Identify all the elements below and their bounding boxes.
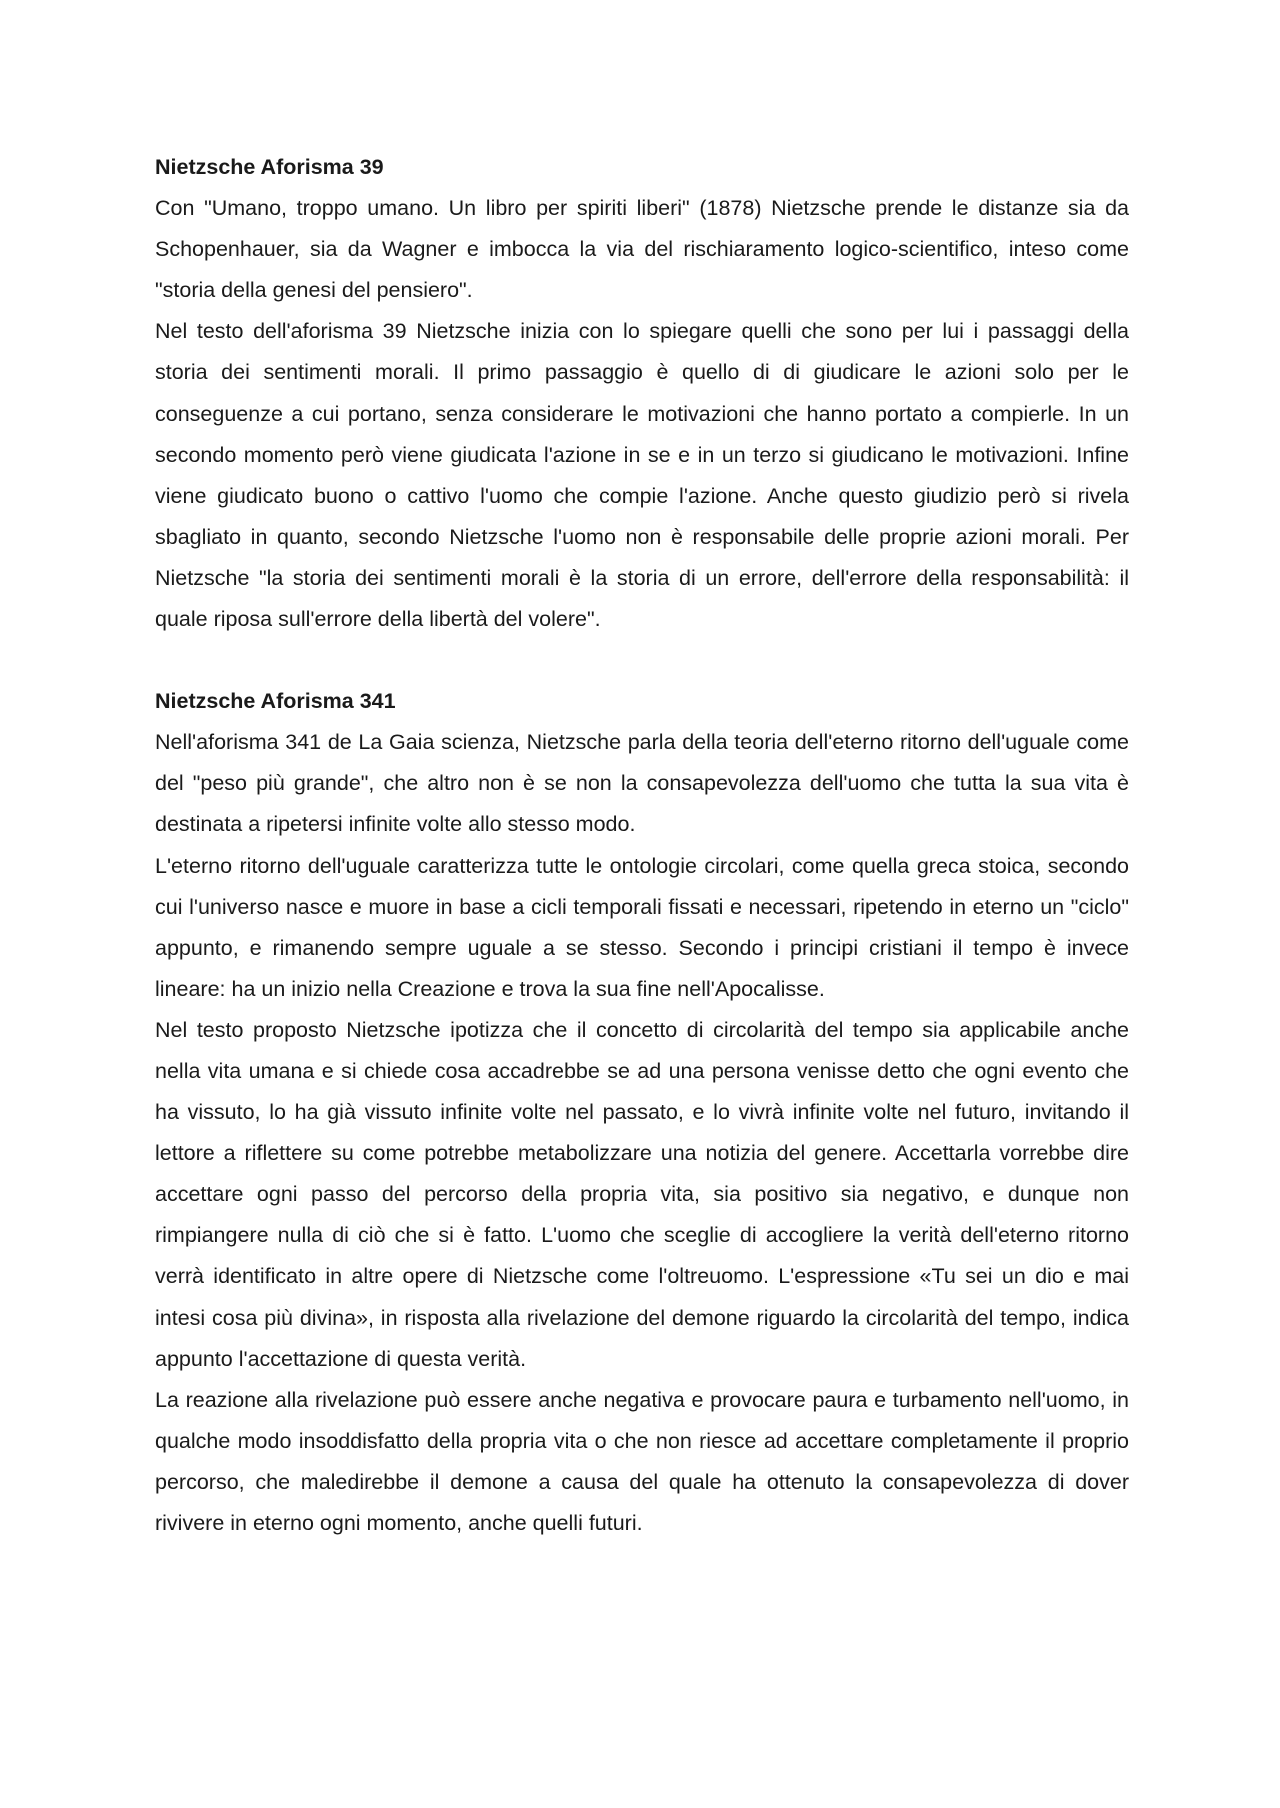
paragraph: L'eterno ritorno dell'uguale caratterizza tutte le ontologie circolari, come quella greca stoica, secondo cui l'universo nasce e muore in base a cicli temporali fissati e necessari, ripetendo in eterno un "ciclo" appunto, e rimanendo sempre uguale a se stesso. Secondo i principi cristiani il tempo è invece lineare: ha un inizio nella Creazione e trova la sua fine nell'Apocalisse. bbox=[155, 853, 1129, 1001]
paragraph: Nel testo proposto Nietzsche ipotizza che il concetto di circolarità del tempo sia applicabile anche nella vita umana e si chiede cosa accadrebbe se ad una persona venisse detto che ogni evento che ha vissuto, lo ha già vissuto infinite volte nel passato, e lo vivrà infinite volte nel futuro, invitando il lettore a riflettere su come potrebbe metabolizzare una notizia del genere. Accettarla vorrebbe dire accettare ogni passo del percorso della propria vita, sia positivo sia negativo, e dunque non rimpiangere nulla di ciò che si è fatto. L'uomo che sceglie di accogliere la verità dell'eterno ritorno verrà identificato in altre opere di Nietzsche come l'oltreuomo. L'espressione «Tu sei un dio e mai intesi cosa più divina», in risposta alla rivelazione del demone riguardo la circolarità del tempo, indica appunto l'accettazione di questa verità. bbox=[155, 1017, 1129, 1371]
paragraph: Nell'aforisma 341 de La Gaia scienza, Nietzsche parla della teoria dell'eterno ritorno dell'uguale come del "peso più grande", che altro non è se non la consapevolezza dell'uomo che tutta la sua vita è destinata a ripetersi infinite volte allo stesso modo. bbox=[155, 730, 1129, 837]
paragraph: La reazione alla rivelazione può essere anche negativa e provocare paura e turbamento nell'uomo, in qualche modo insoddisfatto della propria vita o che non riesce ad accettare completamente il proprio percorso, che maledirebbe il demone a causa del quale ha ottenuto la consapevolezza di dover rivivere in eterno ogni momento, anche quelli futuri. bbox=[155, 1387, 1129, 1535]
section-divider bbox=[155, 640, 1129, 681]
section-aforisma-39 bbox=[155, 147, 1129, 640]
section-aforisma-341 bbox=[155, 681, 1129, 1544]
section-title: Nietzsche Aforisma 341 bbox=[155, 689, 396, 714]
section-title: Nietzsche Aforisma 39 bbox=[155, 155, 384, 179]
paragraph: Nel testo dell'aforisma 39 Nietzsche inizia con lo spiegare quelli che sono per lui i passaggi della storia dei sentimenti morali. Il primo passaggio è quello di di giudicare le azioni solo per le conseguenze a cui portano, senza considerare le motivazioni che hanno portato a compierle. In un secondo momento però viene giudicata l'azione in se e in un terzo si giudicano le motivazioni. Infine viene giudicato buono o cattivo l'uomo che compie l'azione. Anche questo giudizio però si rivela sbagliato in quanto, secondo Nietzsche l'uomo non è responsabile delle proprie azioni morali. Per Nietzsche "la storia dei sentimenti morali è la storia di un errore, dell'errore della responsabilità: il quale riposa sull'errore della libertà del volere". bbox=[155, 319, 1129, 632]
paragraph: Con "Umano, troppo umano. Un libro per spiriti liberi" (1878) Nietzsche prende le distanze sia da Schopenhauer, sia da Wagner e imbocca la via del rischiaramento logico-scientifico, inteso come "storia della genesi del pensiero". bbox=[155, 196, 1129, 303]
document-page bbox=[155, 147, 1129, 1544]
